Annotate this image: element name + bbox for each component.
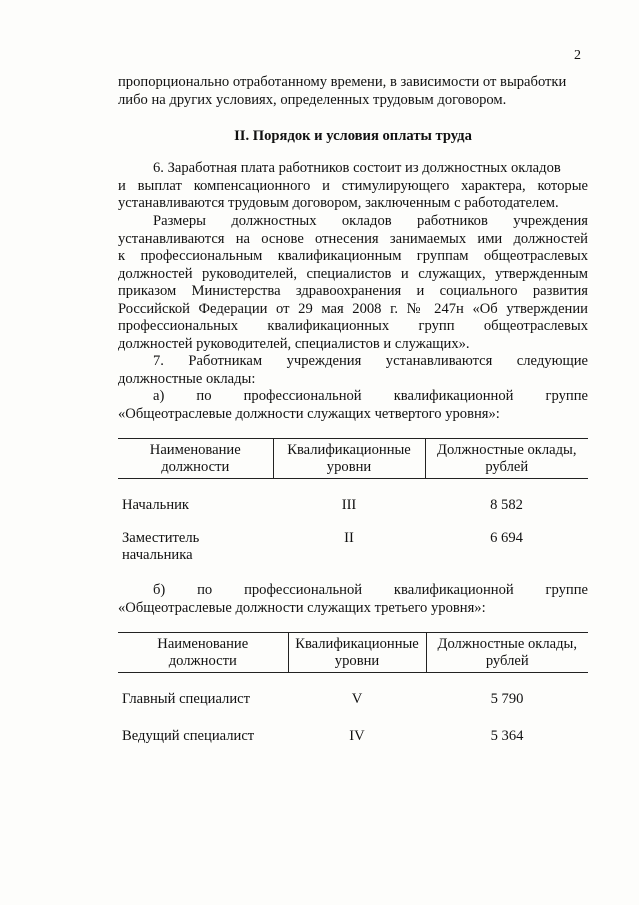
- sizes-line-7: профессиональных квалификационных групп общеотраслевых: [118, 318, 588, 334]
- paragraph-6: [118, 160, 588, 213]
- salary-table-level-4: [118, 438, 588, 564]
- sizes-line-1: Размеры должностных окладов работников учреждения: [153, 213, 588, 229]
- cell-position: Заместитель начальника: [122, 530, 200, 563]
- cell-position: Главный специалист: [122, 691, 251, 707]
- cell-position: Начальник: [122, 497, 190, 513]
- cell-level: V: [351, 691, 363, 707]
- group-b-line-1: б) по профессиональной квалификационной группе: [153, 582, 588, 598]
- header-salary: Должностные оклады, рублей: [425, 439, 588, 479]
- salary-table-level-3: [118, 632, 588, 745]
- intro-paragraph: [118, 74, 588, 109]
- cell-salary: 8 582: [490, 497, 523, 513]
- para7-line-1: 7. Работникам учреждения устанавливаются следующие: [153, 353, 588, 369]
- table-header-row: [118, 633, 588, 673]
- cell-salary: 5 790: [490, 691, 524, 707]
- header-position: Наименование должности: [118, 633, 288, 673]
- cell-level: IV: [349, 728, 365, 744]
- group-a-paragraph: [118, 388, 588, 423]
- header-qualification-level: Квалификационные уровни: [273, 439, 425, 479]
- table-row: [118, 673, 588, 709]
- group-b-paragraph: [118, 582, 588, 617]
- table-header-row: [118, 439, 588, 479]
- header-salary: Должностные оклады, рублей: [426, 633, 588, 673]
- para6-line-3: устанавливаются трудовым договором, заключенным с работодателем.: [118, 195, 559, 211]
- para6-line-1: 6. Заработная плата работников состоит из должностных окладов: [153, 160, 561, 176]
- table-row: [118, 479, 588, 515]
- cell-salary: 6 694: [490, 530, 523, 546]
- cell-position: Ведущий специалист: [122, 728, 255, 744]
- paragraph-7: [118, 353, 588, 388]
- header-qualification-level: Квалификационные уровни: [288, 633, 426, 673]
- cell-level: II: [344, 530, 354, 546]
- cell-salary: 5 364: [490, 728, 524, 744]
- paragraph-salary-sizes: [118, 213, 588, 353]
- sizes-line-4: должностей руководителей, специалистов и служащих, утвержденным: [118, 265, 588, 282]
- sizes-line-5: приказом Министерства здравоохранения и социального развития: [118, 283, 588, 299]
- para6-line-2: и выплат компенсационного и стимулирующего характера, которые: [118, 177, 588, 194]
- para7-line-2: должностные оклады:: [118, 370, 256, 387]
- table-row: [118, 708, 588, 745]
- intro-line-1: пропорционально отработанному времени, в зависимости от выработки: [118, 74, 567, 90]
- page-number: 2: [574, 48, 581, 63]
- sizes-line-8: должностей руководителей, специалистов и служащих».: [118, 335, 470, 352]
- sizes-line-3: к профессиональным квалификационным группам общеотраслевых: [118, 248, 588, 264]
- header-position: Наименование должности: [118, 439, 273, 479]
- intro-line-2: либо на других условиях, определенных трудовым договором.: [118, 91, 507, 108]
- cell-level: III: [341, 497, 357, 513]
- table-row: [118, 514, 588, 564]
- sizes-line-6: Российской Федерации от 29 мая 2008 г. № 247н «Об утверждении: [118, 300, 588, 317]
- group-b-line-2: «Общеотраслевые должности служащих третьего уровня»:: [118, 599, 486, 616]
- group-a-line-1: а) по профессиональной квалификационной группе: [153, 388, 588, 404]
- section-heading: II. Порядок и условия оплаты труда: [234, 128, 472, 144]
- sizes-line-2: устанавливаются на основе отнесения занимаемых ими должностей: [118, 230, 588, 247]
- group-a-line-2: «Общеотраслевые должности служащих четвертого уровня»:: [118, 405, 500, 422]
